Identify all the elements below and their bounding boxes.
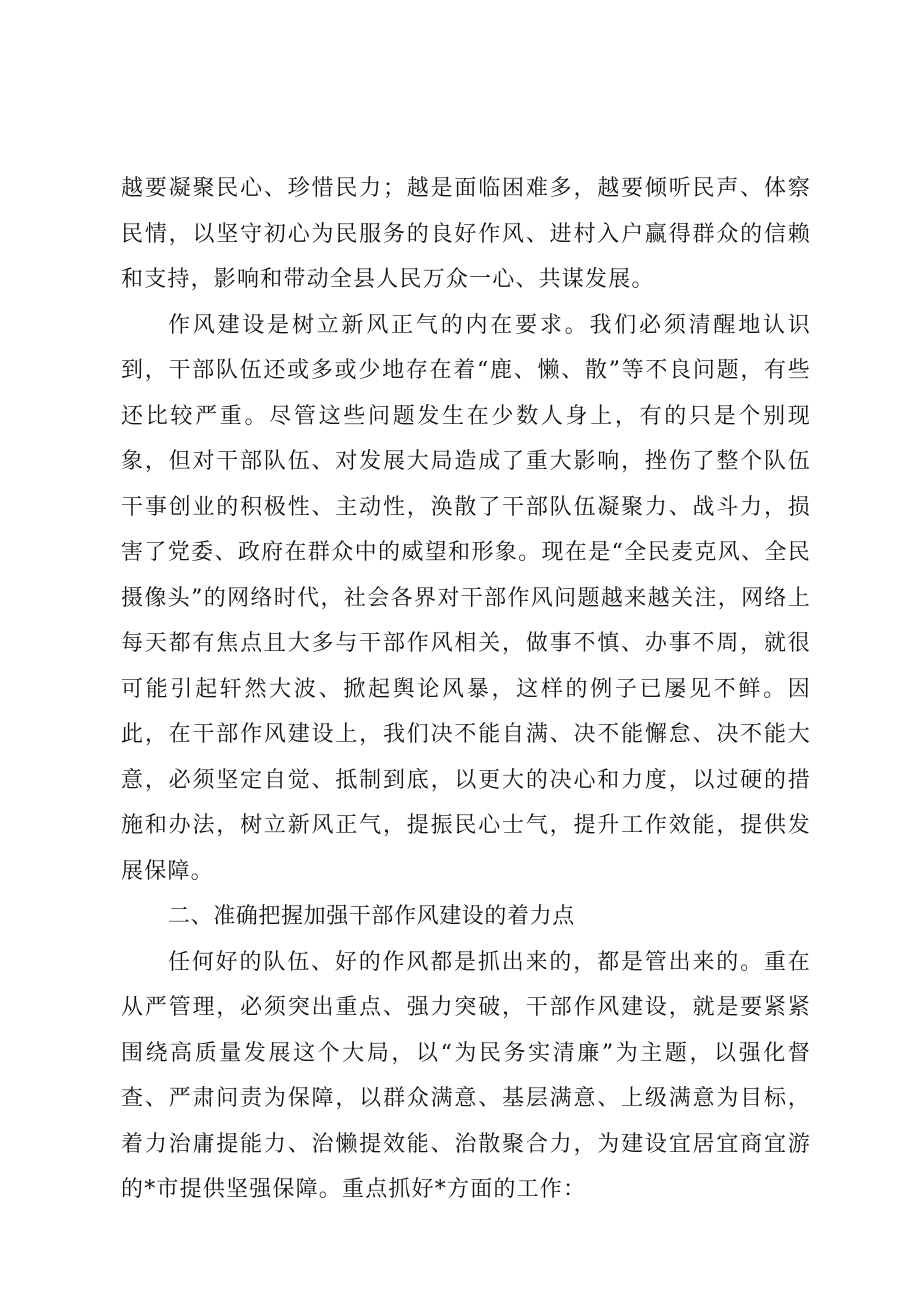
section-heading: 二、准确把握加强干部作风建设的着力点 bbox=[168, 904, 575, 929]
paragraph-continuation: 越要凝聚民心、珍惜民力；越是面临困难多，越要倾听民声、体察民情，以坚守初心为民服务的良好作风、进村入户赢得群众的信赖和支持，影响和带动全县人民万众一心、共谋发展。 bbox=[121, 176, 811, 292]
document-body bbox=[121, 166, 811, 1213]
paragraph-focus-points: 任何好的队伍、好的作风都是抓出来的，都是管出来的。重在从严管理，必须突出重点、强力突破，干部作风建设，就是要紧紧围绕高质量发展这个大局，以“为民务实清廉”为主题，以强化督查、严肃问责为保障，以群众满意、基层满意、上级满意为目标，着力治庸提能力、治懒提效能、治散聚合力，为建设宜居宜商宜游的*市提供坚强保障。重点抓好*方面的工作： bbox=[121, 949, 811, 1202]
paragraph-style-building: 作风建设是树立新风正气的内在要求。我们必须清醒地认识到，干部队伍还或多或少地存在着“鹿、懒、散”等不良问题，有些还比较严重。尽管这些问题发生在少数人身上，有的只是个别现象，但对干部队伍、对发展大局造成了重大影响，挫伤了整个队伍干事创业的积极性、主动性，涣散了干部队伍凝聚力、战斗力，损害了党委、政府在群众中的威望和形象。现在是“全民麦克风、全民摄像头”的网络时代，社会各界对干部作风问题越来越关注，网络上每天都有焦点且大多与干部作风相关，做事不慎、办事不周，就很可能引起轩然大波、掀起舆论风暴，这样的例子已屡见不鲜。因此，在干部作风建设上，我们决不能自满、决不能懈怠、决不能大意，必须坚定自觉、抵制到底，以更大的决心和力度，以过硬的措施和办法，树立新风正气，提振民心士气，提升工作效能，提供发展保障。 bbox=[121, 312, 811, 884]
